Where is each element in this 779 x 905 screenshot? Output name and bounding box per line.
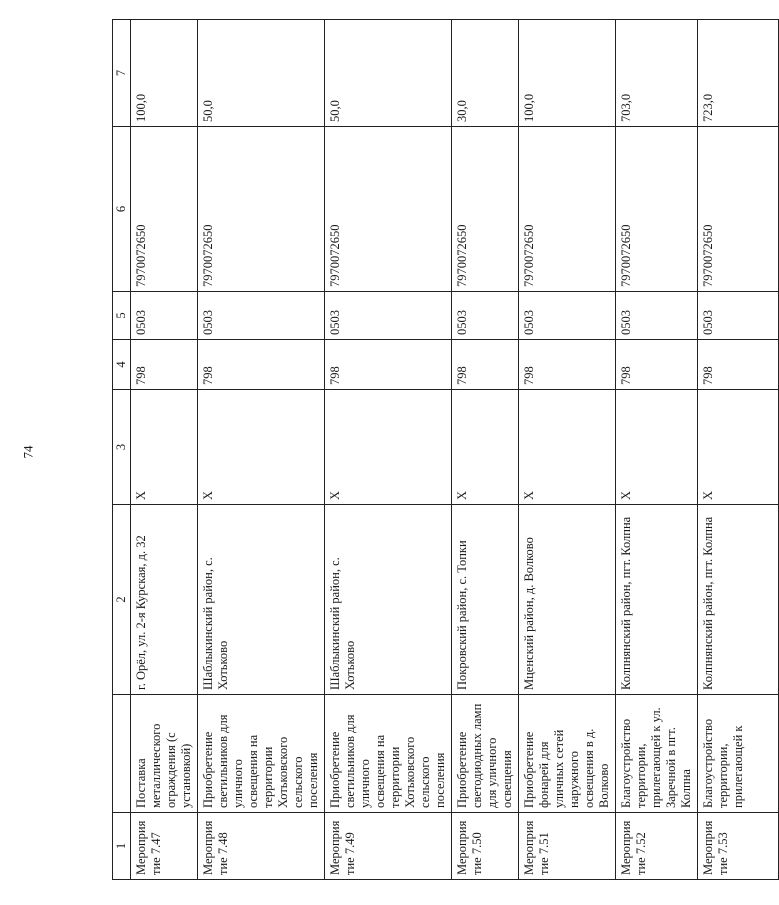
row-col6: 7970072650	[616, 127, 698, 292]
row-name: Благоустройство территории, прилегающей к	[698, 695, 779, 813]
table-row	[325, 20, 452, 880]
row-col5: 0503	[198, 292, 325, 340]
row-col5: 0503	[698, 292, 779, 340]
row-col7: 100,0	[131, 20, 198, 127]
row-col6: 7970072650	[452, 127, 519, 292]
row-id: Мероприятие 7.51	[519, 813, 616, 880]
table-row	[131, 20, 198, 880]
row-col5: 0503	[325, 292, 452, 340]
row-col6: 7970072650	[131, 127, 198, 292]
row-col7: 30,0	[452, 20, 519, 127]
row-col6: 7970072650	[698, 127, 779, 292]
row-col4: 798	[452, 340, 519, 390]
row-col7: 50,0	[198, 20, 325, 127]
row-id: Мероприятие 7.52	[616, 813, 698, 880]
row-id: Мероприятие 7.48	[198, 813, 325, 880]
row-col4: 798	[198, 340, 325, 390]
header-cell: 4	[113, 340, 131, 390]
row-location: Мценский район, д. Волково	[519, 505, 616, 695]
page-number: 74	[20, 445, 36, 459]
row-id: Мероприятие 7.53	[698, 813, 779, 880]
row-location: Колпнянский район, пгт. Колпна	[616, 505, 698, 695]
row-id: Мероприятие 7.49	[325, 813, 452, 880]
table-row	[452, 20, 519, 880]
table-row	[519, 20, 616, 880]
row-location: г. Орёл, ул. 2-я Курская, д. 32	[131, 505, 198, 695]
row-col7: 100,0	[519, 20, 616, 127]
row-col6: 7970072650	[519, 127, 616, 292]
row-name: Благоустройство территории, прилегающей к ул. Заречной в пгт. Колпна	[616, 695, 698, 813]
header-row	[113, 20, 131, 880]
budget-table	[112, 19, 779, 880]
row-col3: Х	[198, 390, 325, 505]
row-col6: 7970072650	[198, 127, 325, 292]
header-cell: 6	[113, 127, 131, 292]
row-col6: 7970072650	[325, 127, 452, 292]
table-row	[698, 20, 779, 880]
row-col4: 798	[325, 340, 452, 390]
row-name: Приобретение светильников для уличного освещения на территории Хотьковского сельского поселения	[198, 695, 325, 813]
row-col4: 798	[616, 340, 698, 390]
row-location: Колпнянский район, пгт. Колпна	[698, 505, 779, 695]
row-col3: Х	[325, 390, 452, 505]
header-cell: 1	[113, 813, 131, 880]
row-id: Мероприятие 7.50	[452, 813, 519, 880]
row-id: Мероприятие 7.47	[131, 813, 198, 880]
row-col3: Х	[452, 390, 519, 505]
row-location: Покровский район, с. Топки	[452, 505, 519, 695]
row-col5: 0503	[452, 292, 519, 340]
rotated-table-stage	[112, 20, 745, 880]
row-name: Поставка металлического ограждения (с установкой)	[131, 695, 198, 813]
row-name: Приобретение светильников для уличного освещения на территории Хотьковского сельского поселения	[325, 695, 452, 813]
row-col3: Х	[131, 390, 198, 505]
row-col7: 723,0	[698, 20, 779, 127]
header-cell	[113, 695, 131, 813]
row-location: Шаблыкинский район, с. Хотьково	[325, 505, 452, 695]
row-col4: 798	[131, 340, 198, 390]
row-col4: 798	[698, 340, 779, 390]
table-row	[616, 20, 698, 880]
row-col7: 703,0	[616, 20, 698, 127]
row-name: Приобретение фонарей для уличных сетей наружного освещения в д. Волково	[519, 695, 616, 813]
row-col3: Х	[698, 390, 779, 505]
row-col5: 0503	[131, 292, 198, 340]
header-cell: 7	[113, 20, 131, 127]
row-col3: Х	[616, 390, 698, 505]
row-col4: 798	[519, 340, 616, 390]
header-cell: 5	[113, 292, 131, 340]
row-location: Шаблыкинский район, с. Хотьково	[198, 505, 325, 695]
row-col5: 0503	[616, 292, 698, 340]
row-col5: 0503	[519, 292, 616, 340]
row-col7: 50,0	[325, 20, 452, 127]
table-row	[198, 20, 325, 880]
header-cell: 3	[113, 390, 131, 505]
row-name: Приобретение светодиодных ламп для уличного освещения	[452, 695, 519, 813]
header-cell: 2	[113, 505, 131, 695]
row-col3: Х	[519, 390, 616, 505]
